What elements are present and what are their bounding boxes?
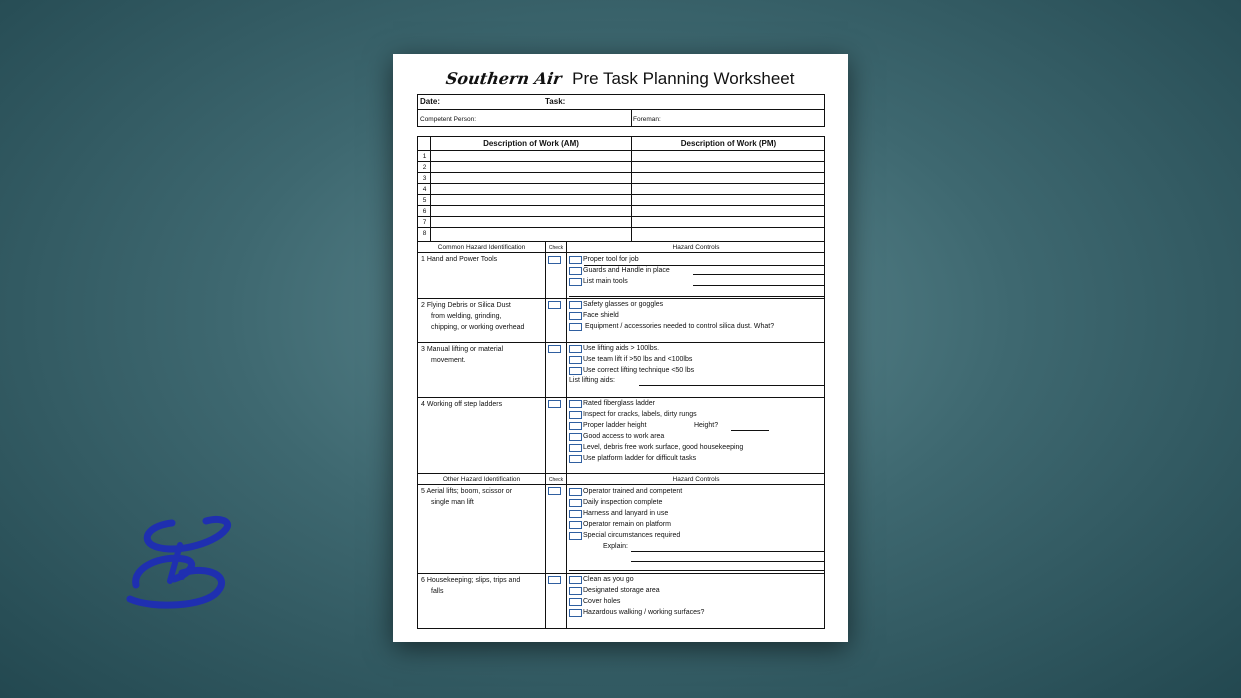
hazard-1-check[interactable] [548, 256, 561, 264]
control-checkbox[interactable] [569, 521, 582, 529]
control-checkbox[interactable] [569, 510, 582, 518]
control-checkbox[interactable] [569, 488, 582, 496]
control-label: Safety glasses or goggles [583, 301, 664, 308]
control-label: Hazardous walking / working surfaces? [583, 609, 705, 616]
control-label: Operator trained and competent [583, 488, 683, 495]
competent-person-label: Competent Person: [420, 116, 477, 123]
control-checkbox[interactable] [569, 323, 582, 331]
row-number: 3 [422, 175, 427, 182]
foreman-label: Foreman: [633, 116, 661, 123]
control-checkbox[interactable] [569, 422, 582, 430]
control-label: Good access to work area [583, 433, 665, 440]
am-header: Description of Work (AM) [483, 139, 579, 148]
control-label: Use team lift if >50 lbs and <100lbs [583, 356, 693, 363]
control-checkbox[interactable] [569, 278, 582, 286]
hazard-6-label: 6 Housekeeping; slips, trips and [421, 577, 521, 584]
control-label: Operator remain on platform [583, 521, 671, 528]
control-label: Designated storage area [583, 587, 660, 594]
common-controls-header: Hazard Controls [672, 244, 720, 251]
control-label: Use correct lifting technique <50 lbs [583, 367, 695, 374]
control-label: Special circumstances required [583, 532, 681, 539]
control-checkbox[interactable] [569, 609, 582, 617]
hazard-5-label: single man lift [431, 499, 474, 506]
worksheet-page [393, 54, 848, 642]
hazard-2-label: from welding, grinding, [431, 313, 502, 320]
common-hazard-header: Common Hazard Identification [437, 244, 526, 251]
control-checkbox[interactable] [569, 367, 582, 375]
control-checkbox[interactable] [569, 532, 582, 540]
control-label: Inspect for cracks, labels, dirty rungs [583, 411, 697, 418]
hazard-1-label: 1 Hand and Power Tools [421, 256, 498, 263]
other-controls-header: Hazard Controls [672, 476, 720, 483]
control-checkbox[interactable] [569, 433, 582, 441]
row-number: 4 [422, 186, 427, 193]
control-label: Face shield [583, 312, 619, 319]
control-label: Level, debris free work surface, good housekeeping [583, 444, 744, 451]
control-label: Proper ladder height [583, 422, 647, 429]
row-number: 5 [422, 197, 427, 204]
control-checkbox[interactable] [569, 598, 582, 606]
control-label: Equipment / accessories needed to control silica dust. What? [585, 323, 775, 330]
hazard-2-label: 2 Flying Debris or Silica Dust [421, 302, 511, 309]
row-number: 2 [422, 164, 427, 171]
task-label: Task: [545, 97, 566, 106]
hazard-6-label: falls [431, 588, 444, 595]
control-checkbox[interactable] [569, 587, 582, 595]
header-fields [417, 94, 825, 127]
worksheet-title [393, 69, 848, 89]
common-check-header: Check [548, 245, 564, 251]
control-label: Proper tool for job [583, 256, 639, 263]
control-checkbox[interactable] [569, 400, 582, 408]
control-checkbox[interactable] [569, 499, 582, 507]
control-label: Cover holes [583, 598, 621, 605]
control-checkbox[interactable] [569, 312, 582, 320]
control-label: Daily inspection complete [583, 499, 663, 506]
row-number: 8 [422, 230, 427, 237]
explain-label: Explain: [603, 543, 628, 550]
other-hazard-header: Other Hazard Identification [442, 476, 521, 483]
hazard-4-check[interactable] [548, 400, 561, 408]
row-number: 7 [422, 219, 427, 226]
control-checkbox[interactable] [569, 455, 582, 463]
control-label: Use lifting aids > 100lbs. [583, 345, 660, 352]
hazard-3-label: movement. [431, 357, 466, 364]
control-checkbox[interactable] [569, 576, 582, 584]
control-checkbox[interactable] [569, 356, 582, 364]
hazard-2-label: chipping, or working overhead [431, 324, 525, 331]
control-checkbox[interactable] [569, 411, 582, 419]
hazard-6-check[interactable] [548, 576, 561, 584]
company-logo-icon [122, 515, 240, 613]
control-checkbox[interactable] [569, 267, 582, 275]
control-checkbox[interactable] [569, 301, 582, 309]
hazard-2-check[interactable] [548, 301, 561, 309]
hazard-3-check[interactable] [548, 345, 561, 353]
control-label: Clean as you go [583, 576, 634, 583]
control-label: Harness and lanyard in use [583, 510, 669, 517]
control-checkbox[interactable] [569, 256, 582, 264]
hazard-5-check[interactable] [548, 487, 561, 495]
control-label: List main tools [583, 278, 628, 285]
pm-header: Description of Work (PM) [680, 139, 777, 148]
brand-name: Southern Air [445, 69, 564, 88]
control-label: Use platform ladder for difficult tasks [583, 455, 697, 462]
row-number: 6 [422, 208, 427, 215]
row-number: 1 [422, 153, 427, 160]
lifting-aids-label: List lifting aids: [569, 377, 615, 384]
control-checkbox[interactable] [569, 444, 582, 452]
ladder-height-label: Height? [694, 422, 719, 429]
control-label: Guards and Handle in place [583, 267, 670, 274]
hazard-4-label: 4 Working off step ladders [421, 401, 503, 408]
hazard-3-label: 3 Manual lifting or material [421, 346, 504, 353]
other-check-header: Check [548, 477, 564, 483]
hazard-5-label: 5 Aerial lifts; boom, scissor or [421, 488, 513, 495]
control-checkbox[interactable] [569, 345, 582, 353]
control-label: Rated fiberglass ladder [583, 400, 655, 407]
date-label: Date: [420, 97, 441, 106]
page-title: Pre Task Planning Worksheet [572, 69, 795, 88]
